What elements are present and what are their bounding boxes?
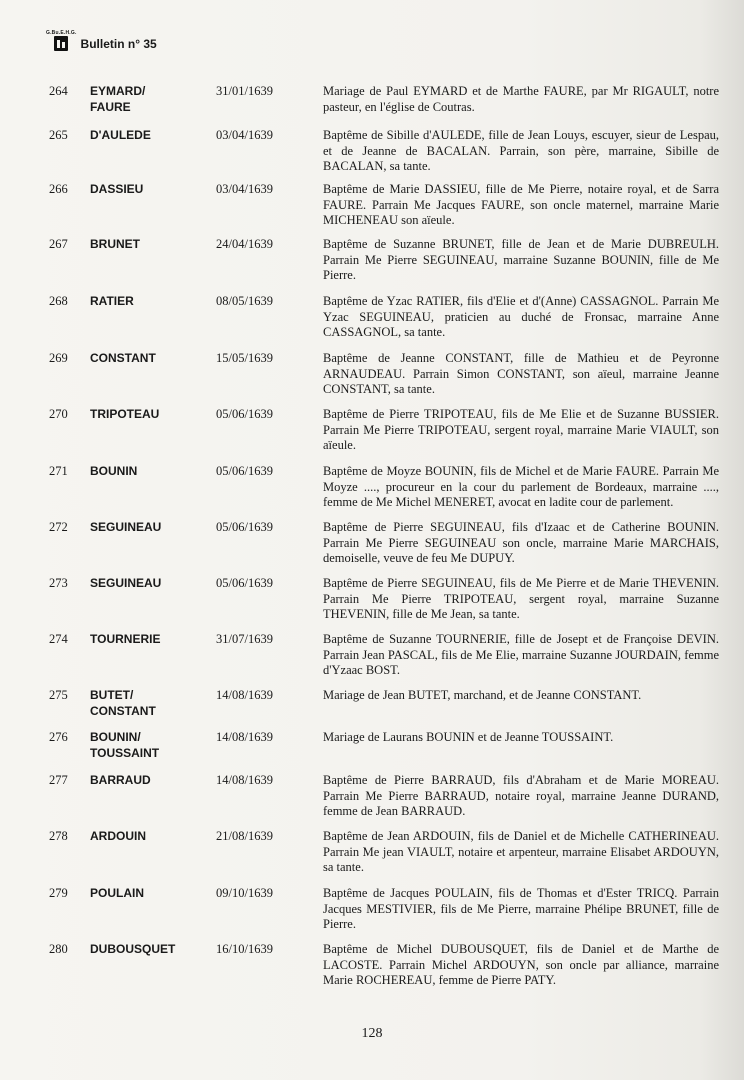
page-header	[46, 30, 157, 51]
society-logo	[46, 30, 77, 51]
page-number: 128	[361, 1026, 383, 1041]
entry-description: Baptême de Marie DASSIEU, fille de Me Pierre, notaire royal, et de Sarra FAURE. Parrain Me Jacques FAURE, son oncle maternel, marraine Marie MICHENEAU son aïeule.	[323, 182, 719, 227]
entry-description: Baptême de Pierre SEGUINEAU, fils de Me Pierre et de Marie THEVENIN. Parrain Me Pierre TRIPOTEAU, sergent royal, marraine Suzanne THEVENIN, fille de Me Jean, sa tante.	[323, 576, 719, 621]
entry-date: 16/10/1639	[216, 942, 273, 956]
entry-surname: DUBOUSQUET	[90, 942, 176, 956]
entry-description: Baptême de Moyze BOUNIN, fils de Michel et de Marie FAURE. Parrain Me Moyze ...., procureur en la cour du parlement de Bordeaux, marraine ...., femme de Me Michel MENERET, avocat en ladite cour de parlement.	[323, 464, 719, 509]
entry-description: Baptême de Pierre BARRAUD, fils d'Abraham et de Marie MOREAU. Parrain Me Pierre BARRAUD, notaire royal, marraine Jeanne DURAND, femme de Jean BARRAUD.	[323, 773, 719, 818]
logo-text: G.Bu.E.H.G.	[46, 30, 77, 36]
entry-date: 05/06/1639	[216, 576, 273, 590]
entry-surname: BOUNIN	[90, 464, 138, 478]
entry-date: 31/01/1639	[216, 84, 273, 98]
entry-date: 21/08/1639	[216, 829, 273, 843]
entry-date: 05/06/1639	[216, 520, 273, 534]
entry-description: Mariage de Laurans BOUNIN et de Jeanne TOUSSAINT.	[323, 730, 614, 744]
entry-number: 271	[49, 464, 68, 478]
entry-number: 269	[49, 351, 68, 365]
entry-number: 273	[49, 576, 68, 590]
entry-surname: TOURNERIE	[90, 632, 161, 646]
entry-number: 267	[49, 237, 68, 251]
entry-number: 279	[49, 886, 68, 900]
entry-number: 265	[49, 128, 68, 142]
entry-surname: POULAIN	[90, 886, 144, 900]
entry-surname: BARRAUD	[90, 773, 151, 787]
entry-number: 266	[49, 182, 68, 196]
entry-date: 14/08/1639	[216, 688, 273, 702]
entry-date: 05/06/1639	[216, 464, 273, 478]
entry-number: 275	[49, 688, 68, 702]
entry-surname: SEGUINEAU	[90, 520, 162, 534]
entry-date: 03/04/1639	[216, 182, 273, 196]
entry-number: 272	[49, 520, 68, 534]
entry-date: 03/04/1639	[216, 128, 273, 142]
entry-number: 276	[49, 730, 68, 744]
entry-number: 270	[49, 407, 68, 421]
entry-description: Mariage de Paul EYMARD et de Marthe FAURE, par Mr RIGAULT, notre pasteur, en l'église de Coutras.	[323, 84, 719, 114]
entry-description: Baptême de Sibille d'AULEDE, fille de Jean Louys, escuyer, sieur de Lespau, et de Jeanne de BACALAN. Parrain, son père, marraine, Sibille de BACALAN, sa tante.	[323, 128, 719, 173]
entry-surname: RATIER	[90, 294, 134, 308]
entry-date: 05/06/1639	[216, 407, 273, 421]
entry-number: 268	[49, 294, 68, 308]
entry-date: 08/05/1639	[216, 294, 273, 308]
entry-description: Baptême de Jacques POULAIN, fils de Thomas et d'Ester TRICQ. Parrain Jacques MESTIVIER, fils de Me Pierre, marraine Phélipe BRUNET, fille de Pierre.	[323, 886, 719, 931]
entry-surname: SEGUINEAU	[90, 576, 162, 590]
entry-number: 274	[49, 632, 68, 646]
entry-surname: TRIPOTEAU	[90, 407, 160, 421]
entry-surname: BRUNET	[90, 237, 140, 251]
entry-date: 24/04/1639	[216, 237, 273, 251]
entry-description: Baptême de Suzanne TOURNERIE, fille de Josept et de Françoise DEVIN. Parrain Jean PASCAL, fils de Me Elie, marraine Suzanne JOURDAIN, femme d'Yzaac BOST.	[323, 632, 719, 677]
entry-description: Baptême de Pierre SEGUINEAU, fils d'Izaac et de Catherine BOUNIN. Parrain Me Pierre SEGUINEAU son oncle, marraine Marie MARCHAIS, demoiselle, veuve de feu Me DUPUY.	[323, 520, 719, 565]
logo-icon	[54, 36, 68, 51]
entry-surname: BOUNIN/ TOUSSAINT	[90, 730, 160, 760]
entry-number: 280	[49, 942, 68, 956]
entry-surname: CONSTANT	[90, 351, 156, 365]
entry-number: 277	[49, 773, 68, 787]
entry-surname: ARDOUIN	[90, 829, 146, 843]
bulletin-title: Bulletin n° 35	[80, 37, 157, 51]
entry-description: Mariage de Jean BUTET, marchand, et de Jeanne CONSTANT.	[323, 688, 642, 702]
entry-description: Baptême de Pierre TRIPOTEAU, fils de Me Elie et de Suzanne BUSSIER. Parrain Me Pierre TRIPOTEAU, sergent royal, marraine Marie VIAULT, son aïeule.	[323, 407, 719, 452]
entry-number: 264	[49, 84, 68, 98]
entry-description: Baptême de Suzanne BRUNET, fille de Jean et de Marie DUBREULH. Parrain Me Pierre SEGUINEAU, marraine Suzanne BOUNIN, fille de Me Pierre.	[323, 237, 719, 282]
entry-description: Baptême de Yzac RATIER, fils d'Elie et d'(Anne) CASSAGNOL. Parrain Me Yzac SEGUINEAU, praticien au duché de Fronsac, marraine Anne CASSAGNOL, sa tante.	[323, 294, 719, 339]
entry-date: 31/07/1639	[216, 632, 273, 646]
entry-date: 09/10/1639	[216, 886, 273, 900]
entry-surname: BUTET/ CONSTANT	[90, 688, 156, 718]
entry-description: Baptême de Jean ARDOUIN, fils de Daniel et de Michelle CATHERINEAU. Parrain Me jean VIAULT, notaire et arpenteur, marraine Elisabet ARDOUYN, sa tante.	[323, 829, 719, 874]
entry-description: Baptême de Michel DUBOUSQUET, fils de Daniel et de Marthe de LACOSTE. Parrain Michel ARDOUYN, son oncle par alliance, marraine Marie ROCHEREAU, femme de Pierre PATY.	[323, 942, 719, 987]
entry-date: 14/08/1639	[216, 730, 273, 744]
entry-date: 14/08/1639	[216, 773, 273, 787]
entry-description: Baptême de Jeanne CONSTANT, fille de Mathieu et de Peyronne ARNAUDEAU. Parrain Simon CONSTANT, son aïeul, marraine Jeanne CONSTANT, sa tante.	[323, 351, 719, 396]
entry-surname: EYMARD/ FAURE	[90, 84, 146, 114]
entry-number: 278	[49, 829, 68, 843]
entry-surname: D'AULEDE	[90, 128, 151, 142]
entry-surname: DASSIEU	[90, 182, 144, 196]
entry-date: 15/05/1639	[216, 351, 273, 365]
